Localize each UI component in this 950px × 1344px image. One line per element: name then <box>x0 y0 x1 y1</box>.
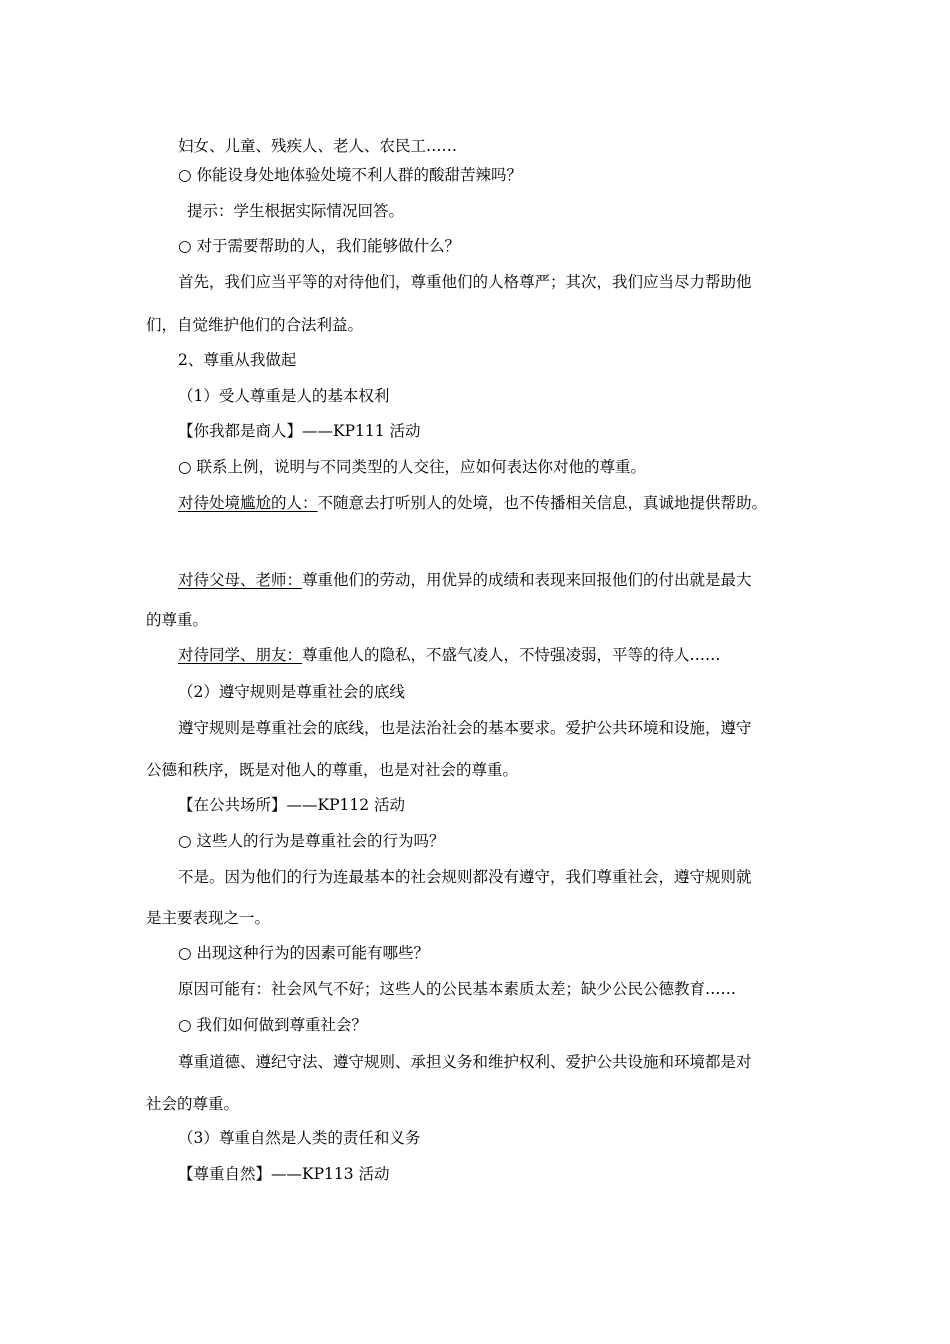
answer-label: 对待处境尴尬的人： <box>178 494 318 512</box>
paragraph: 的尊重。 <box>146 611 209 629</box>
answer-text: 尊重他人的隐私，不盛气凌人，不恃强凌弱，平等的待人…… <box>302 646 721 664</box>
activity-title: 【尊重自然】——KP113 活动 <box>178 1165 390 1183</box>
subsection-heading: （3）尊重自然是人类的责任和义务 <box>178 1129 421 1147</box>
paragraph: 妇女、儿童、残疾人、老人、农民工…… <box>178 137 458 155</box>
activity-title: 【你我都是商人】——KP111 活动 <box>178 422 421 440</box>
answer-item <box>178 493 767 513</box>
paragraph: 遵守规则是尊重社会的底线，也是法治社会的基本要求。爱护公共环境和设施，遵守 <box>178 719 752 737</box>
paragraph: 不是。因为他们的行为连最基本的社会规则都没有遵守，我们尊重社会，遵守规则就 <box>178 868 752 886</box>
paragraph: 公德和秩序，既是对他人的尊重，也是对社会的尊重。 <box>146 761 519 779</box>
question: ○ 你能设身处地体验处境不利人群的酸甜苦辣吗？ <box>178 166 522 184</box>
question: ○ 出现这种行为的因素可能有哪些？ <box>178 944 429 962</box>
paragraph: 原因可能有：社会风气不好；这些人的公民基本素质太差；缺少公民公德教育…… <box>178 980 737 998</box>
hint: 提示：学生根据实际情况回答。 <box>187 202 405 220</box>
section-heading: 2、尊重从我做起 <box>178 351 297 369</box>
answer-text: 不随意去打听别人的处境，也不传播相关信息，真诚地提供帮助。 <box>317 494 768 512</box>
answer-label: 对待父母、老师： <box>178 571 303 589</box>
paragraph: 尊重道德、遵纪守法、遵守规则、承担义务和维护权利、爱护公共设施和环境都是对 <box>178 1053 752 1071</box>
question: ○ 联系上例，说明与不同类型的人交往，应如何表达你对他的尊重。 <box>178 458 646 476</box>
paragraph: 社会的尊重。 <box>146 1095 240 1113</box>
activity-title: 【在公共场所】——KP112 活动 <box>178 796 406 814</box>
answer-item <box>178 645 721 665</box>
paragraph: 首先，我们应当平等的对待他们，尊重他们的人格尊严；其次，我们应当尽力帮助他 <box>178 273 752 291</box>
subsection-heading: （1）受人尊重是人的基本权利 <box>178 387 390 405</box>
paragraph: 是主要表现之一。 <box>146 909 271 927</box>
answer-label: 对待同学、朋友： <box>178 646 303 664</box>
answer-item <box>178 570 752 590</box>
question: ○ 对于需要帮助的人，我们能够做什么？ <box>178 237 460 255</box>
subsection-heading: （2）遵守规则是尊重社会的底线 <box>178 683 405 701</box>
answer-text: 尊重他们的劳动，用优异的成绩和表现来回报他们的付出就是最大 <box>302 571 752 589</box>
paragraph: 们，自觉维护他们的合法利益。 <box>146 316 364 334</box>
question: ○ 我们如何做到尊重社会？ <box>178 1016 367 1034</box>
question: ○ 这些人的行为是尊重社会的行为吗？ <box>178 832 445 850</box>
